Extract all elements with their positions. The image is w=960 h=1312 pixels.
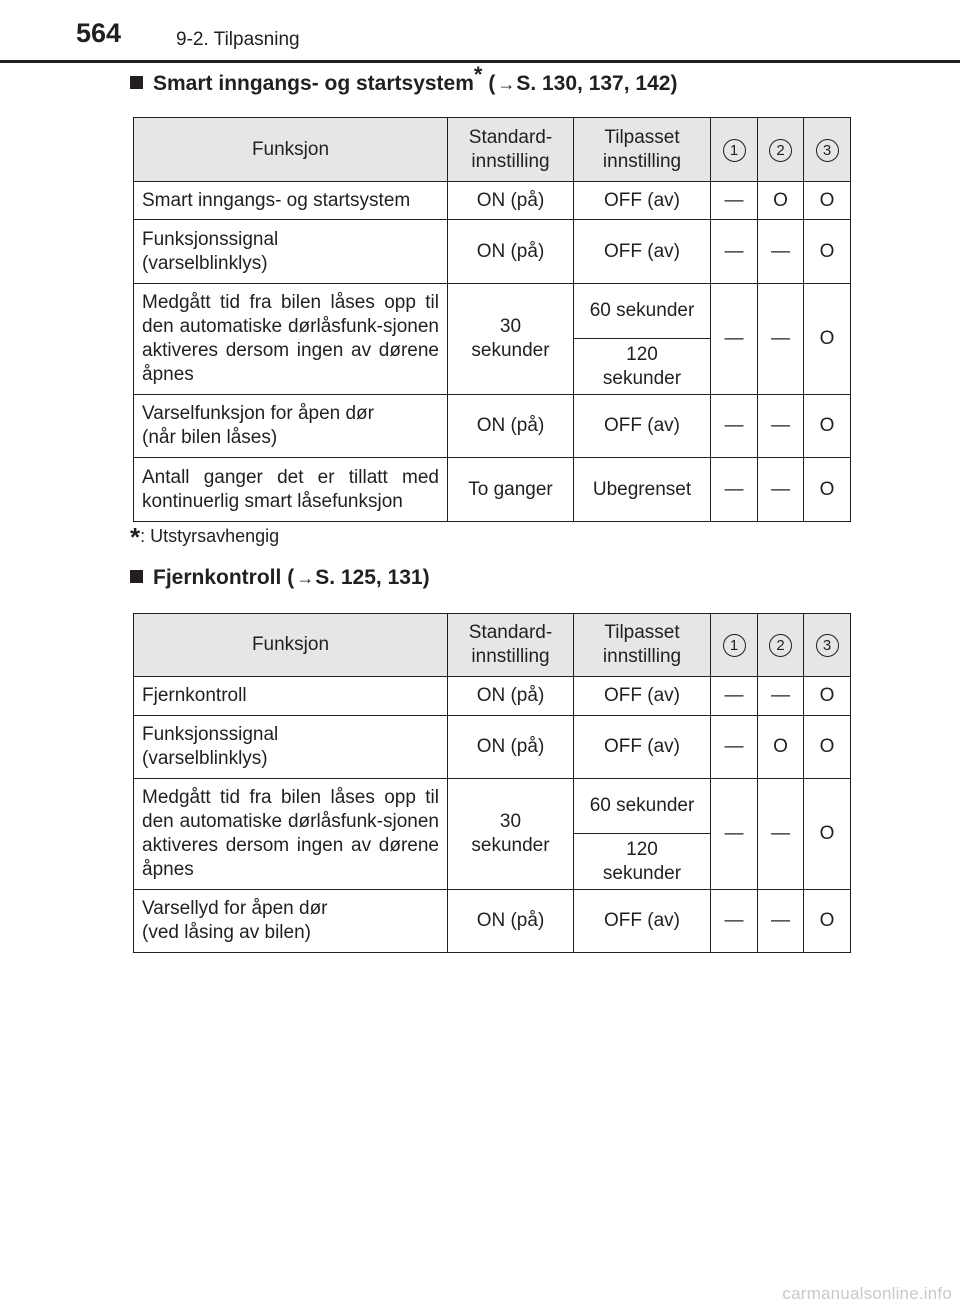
table-header-row — [134, 614, 851, 677]
custom-cell: OFF (av) — [574, 220, 711, 284]
setting-2-cell: — — [758, 677, 804, 716]
table-row — [134, 677, 851, 716]
footnote-star: * — [130, 522, 141, 552]
default-cell: ON (på) — [448, 182, 574, 220]
heading-smart-entry — [130, 62, 678, 96]
ref-open: ( — [287, 566, 295, 589]
default-cell: ON (på) — [448, 220, 574, 284]
custom-cell: 120 sekunder — [574, 339, 711, 395]
table-row — [134, 890, 851, 953]
custom-cell: OFF (av) — [574, 716, 711, 779]
default-cell: ON (på) — [448, 677, 574, 716]
setting-2-cell: O — [758, 716, 804, 779]
page-reference: S. 130, 137, 142) — [516, 72, 678, 95]
default-cell: ON (på) — [448, 716, 574, 779]
setting-1-cell: — — [711, 890, 758, 953]
column-header-custom: Tilpasset innstilling — [574, 118, 711, 182]
setting-3-cell: O — [804, 284, 851, 395]
table-header-row — [134, 118, 851, 182]
default-cell: 30 sekunder — [448, 779, 574, 890]
setting-3-cell: O — [804, 182, 851, 220]
custom-cell: 60 sekunder — [574, 284, 711, 339]
table-row — [134, 395, 851, 458]
setting-2-cell: O — [758, 182, 804, 220]
setting-2-cell: — — [758, 284, 804, 395]
function-cell: Varselfunksjon for åpen dør (når bilen låses) — [134, 395, 448, 458]
heading-title: Fjernkontroll — [153, 566, 282, 589]
column-header-default: Standard- innstilling — [448, 614, 574, 677]
setting-3-cell: O — [804, 458, 851, 522]
heading-remote-control — [130, 566, 430, 590]
footnote — [130, 522, 280, 552]
function-cell: Fjernkontroll — [134, 677, 448, 716]
setting-2-cell: — — [758, 458, 804, 522]
column-header-default: Standard- innstilling — [448, 118, 574, 182]
column-header-function: Funksjon — [134, 118, 448, 182]
circled-number-2: 2 — [769, 139, 792, 162]
setting-2-cell: — — [758, 220, 804, 284]
default-cell: ON (på) — [448, 890, 574, 953]
function-cell: Smart inngangs- og startsystem — [134, 182, 448, 220]
function-cell: Antall ganger det er tillatt med kontinuerlig smart låsefunksjon — [134, 458, 448, 522]
circled-number-3: 3 — [816, 634, 839, 657]
circled-number-1: 1 — [723, 139, 746, 162]
remote-control-table — [133, 613, 851, 953]
square-bullet-icon — [130, 76, 143, 89]
watermark: carmanualsonline.info — [782, 1284, 952, 1303]
default-cell: ON (på) — [448, 395, 574, 458]
setting-2-cell: — — [758, 395, 804, 458]
function-cell: Funksjonssignal (varselblinklys) — [134, 220, 448, 284]
table-row — [134, 220, 851, 284]
setting-3-cell: O — [804, 890, 851, 953]
ref-open: ( — [488, 72, 496, 95]
setting-1-cell: — — [711, 284, 758, 395]
setting-3-cell: O — [804, 716, 851, 779]
custom-cell: OFF (av) — [574, 890, 711, 953]
circled-number-1: 1 — [723, 634, 746, 657]
function-cell: Funksjonssignal (varselblinklys) — [134, 716, 448, 779]
circled-number-3: 3 — [816, 139, 839, 162]
setting-1-cell: — — [711, 779, 758, 890]
setting-1-cell: — — [711, 220, 758, 284]
custom-cell: OFF (av) — [574, 677, 711, 716]
page-number: 564 — [76, 18, 122, 48]
square-bullet-icon — [130, 570, 143, 583]
column-header-function: Funksjon — [134, 614, 448, 677]
column-header-custom: Tilpasset innstilling — [574, 614, 711, 677]
function-cell: Medgått tid fra bilen låses opp til den automatiske dørlåsfunk-sjonen aktiveres dersom ingen av dørene åpnes — [134, 284, 448, 395]
custom-cell: 60 sekunder — [574, 779, 711, 834]
table-row — [134, 716, 851, 779]
footnote-mark: * — [473, 62, 483, 87]
setting-2-cell: — — [758, 890, 804, 953]
default-cell: To ganger — [448, 458, 574, 522]
heading-title: Smart inngangs- og startsystem — [153, 72, 474, 95]
custom-cell: OFF (av) — [574, 395, 711, 458]
setting-2-cell: — — [758, 779, 804, 890]
custom-cell: 120 sekunder — [574, 834, 711, 890]
table-row — [134, 182, 851, 220]
footnote-text: : Utstyrsavhengig — [140, 526, 280, 546]
custom-cell: Ubegrenset — [574, 458, 711, 522]
setting-3-cell: O — [804, 220, 851, 284]
page-reference: S. 125, 131) — [315, 566, 430, 589]
function-cell: Varsellyd for åpen dør (ved låsing av bilen) — [134, 890, 448, 953]
setting-1-cell: — — [711, 677, 758, 716]
section-title: 9-2. Tilpasning — [176, 29, 300, 50]
setting-1-cell: — — [711, 716, 758, 779]
setting-3-cell: O — [804, 395, 851, 458]
setting-3-cell: O — [804, 779, 851, 890]
table-row — [134, 779, 851, 834]
setting-1-cell: — — [711, 182, 758, 220]
setting-1-cell: — — [711, 458, 758, 522]
table-row — [134, 458, 851, 522]
arrow-right-icon: → — [497, 74, 516, 94]
default-cell: 30 sekunder — [448, 284, 574, 395]
function-cell: Medgått tid fra bilen låses opp til den automatiske dørlåsfunk-sjonen aktiveres dersom ingen av dørene åpnes — [134, 779, 448, 890]
custom-cell: OFF (av) — [574, 182, 711, 220]
arrow-right-icon: → — [296, 568, 315, 588]
setting-1-cell: — — [711, 395, 758, 458]
table-row — [134, 284, 851, 339]
circled-number-2: 2 — [769, 634, 792, 657]
setting-3-cell: O — [804, 677, 851, 716]
smart-entry-table — [133, 117, 851, 522]
